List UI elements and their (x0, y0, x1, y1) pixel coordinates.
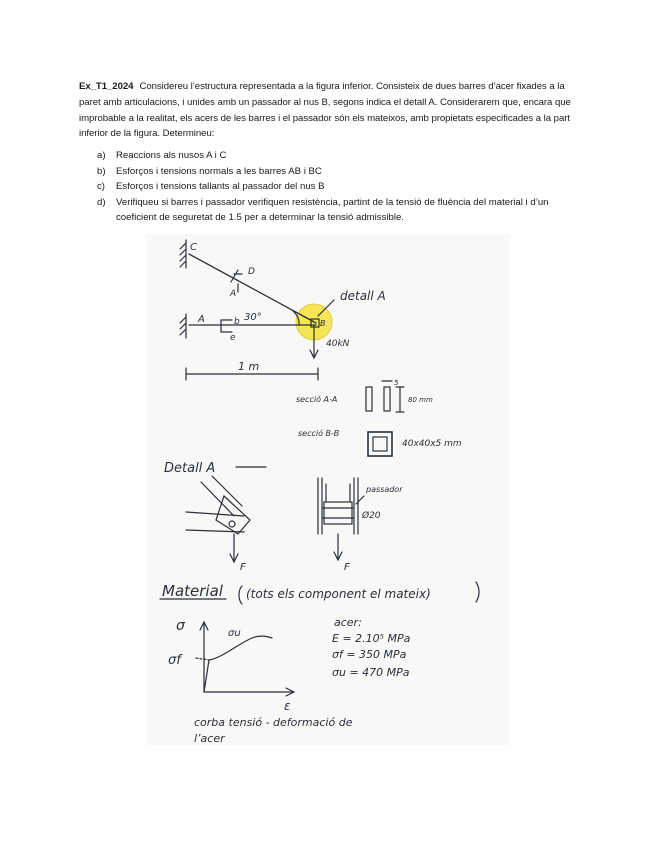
section-aa-height: 80 mm (408, 396, 433, 404)
exercise-tag: Ex_T1_2024 (79, 81, 134, 92)
cut-b-label: b (234, 317, 240, 327)
section-aa-bar-right (384, 387, 390, 411)
section-bb-inner (373, 437, 387, 451)
section-bb-label: secció B-B (298, 429, 340, 438)
section-aa-label: secció A-A (296, 395, 338, 404)
cut-e-label: e (230, 333, 236, 343)
node-a-label: A (198, 314, 205, 325)
node-c-label: C (190, 242, 197, 253)
elastic-modulus: E = 2.10⁵ MPa (332, 632, 411, 645)
section-aa-width: 5 (394, 379, 399, 387)
detail-a-title: Detall A (164, 461, 216, 476)
ultimate-stress: σu = 470 MPa (332, 666, 410, 679)
problem-paragraph: Considereu l’estructura representada a la figura inferior. Consisteix de dues barres d’acer fixades a la paret amb articulacions, i unides amb un passador al nus B, segons indica el detall A. Considerarem que, encara que improbable a la realitat, els acers de les barres i el passador són els mateixos, amb propietats especificades a la part inferior de la figura. Determineu: (79, 81, 571, 140)
yield-stress: σf = 350 MPa (332, 648, 407, 661)
sigma-u-label: σu (228, 628, 241, 639)
detail-pin-sketch (318, 478, 364, 560)
task-label: a) (97, 150, 106, 161)
pin-diameter: Ø20 (362, 511, 381, 521)
sigma-axis-label: σ (176, 618, 185, 634)
problem-statement (79, 79, 579, 142)
wall-support-c (180, 240, 186, 268)
load-label: 40kN (326, 339, 350, 349)
angle-label: 30° (244, 312, 262, 323)
task-text: Esforços i tensions tallants al passador del nus B (116, 181, 325, 193)
task-list (97, 148, 581, 226)
task-text: Esforços i tensions normals a les barres AB i BC (116, 165, 322, 177)
task-label: b) (97, 165, 106, 177)
task-label: d) (97, 196, 106, 208)
node-b-label: B (320, 319, 326, 328)
sigma-f-label: σf (168, 653, 181, 668)
stress-strain-curve (196, 622, 294, 696)
figure-sketch (146, 234, 510, 745)
detail-force-right: F (344, 562, 350, 573)
steel-label: acer: (334, 616, 362, 629)
epsilon-axis-label: ε (284, 699, 291, 713)
cut-a-label: A (230, 289, 237, 299)
list-item (97, 179, 581, 195)
task-text: Reaccions als nusos A i C (116, 150, 227, 161)
task-label: c) (97, 181, 105, 193)
list-item (97, 164, 581, 180)
span-label: 1 m (238, 360, 260, 373)
handwritten-figure (146, 234, 510, 745)
cut-d-label: D (248, 267, 255, 277)
material-subtitle: (tots els component el mateix) (246, 587, 431, 601)
section-aa-dim (396, 387, 404, 412)
curve-caption-line2: l’acer (194, 732, 225, 745)
pin-label: passador (366, 485, 403, 494)
wall-support-a (180, 314, 186, 338)
detail-force-left: F (240, 562, 246, 573)
task-text: Verifiqueu si barres i passador verifiquen resistència, partint de la tensió de fluència del material i d’un coeficient de seguretat de 1.5 per a determinar la tensió admissible. (116, 196, 549, 224)
section-bb-outer (368, 432, 392, 456)
curve-caption-line1: corba tensió - deformació de (194, 716, 353, 729)
list-item (97, 148, 581, 164)
section-bb-size: 40x40x5 mm (402, 439, 462, 449)
detail-a-callout: detall A (340, 289, 386, 303)
cut-mark-bb (221, 320, 232, 332)
list-item (97, 195, 581, 226)
section-aa-bar-left (366, 387, 372, 411)
material-title: Material (162, 582, 223, 600)
detail-a-sketch (186, 476, 250, 562)
